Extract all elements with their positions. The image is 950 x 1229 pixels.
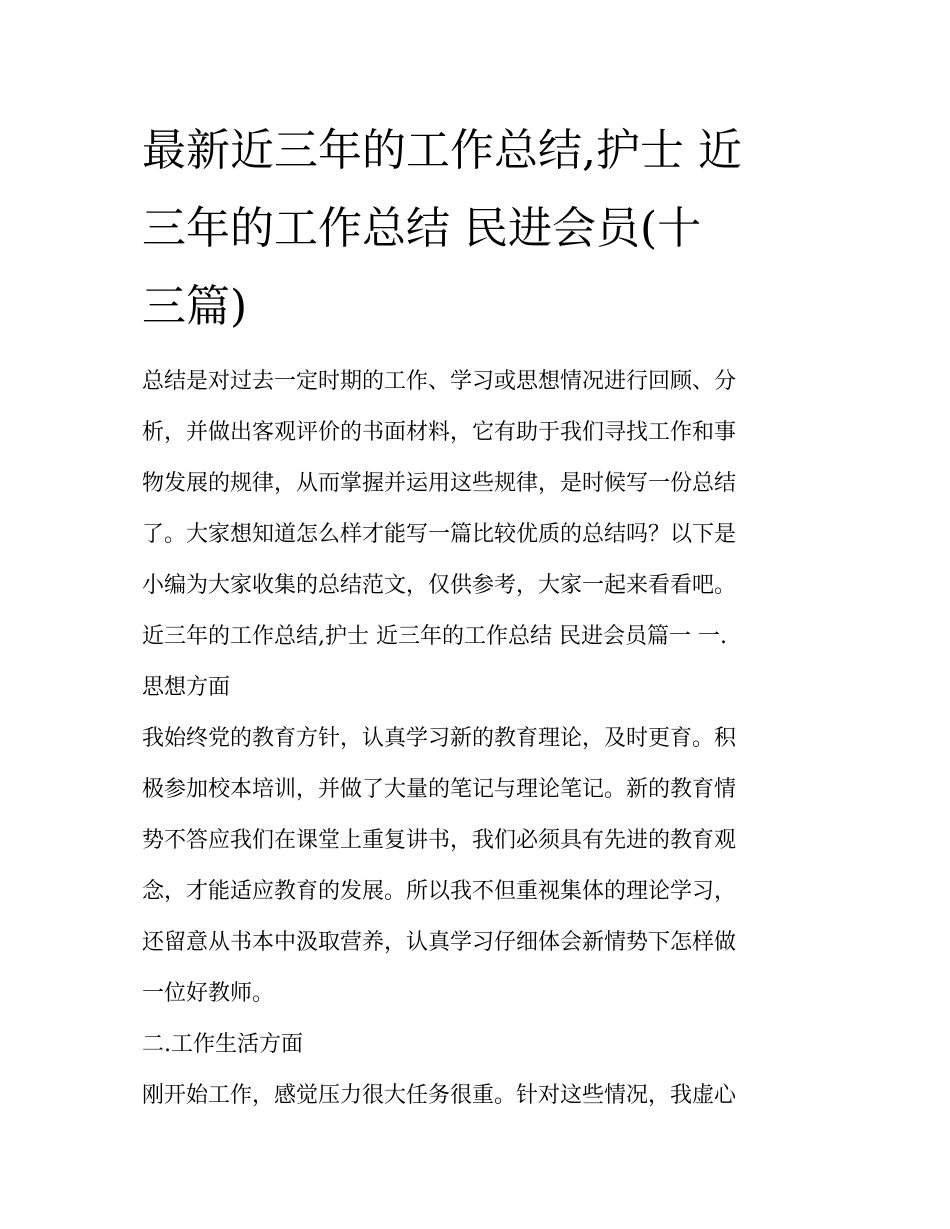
body-line: 小编为大家收集的总结范文，仅供参考，大家一起来看看吧。 <box>142 573 737 598</box>
body-line: 念，才能适应教育的发展。所以我不但重视集体的理论学习， <box>142 879 737 904</box>
body-line: 一位好教师。 <box>142 981 275 1006</box>
title-line: 三篇) <box>142 281 248 332</box>
body-line: 刚开始工作，感觉压力很大任务很重。针对这些情况，我虚心 <box>142 1083 737 1108</box>
document-content <box>142 112 814 1121</box>
body-line: 了。大家想知道怎么样才能写一篇比较优质的总结吗？以下是 <box>142 522 737 547</box>
section-heading: 思想方面 <box>142 675 231 700</box>
body-line: 总结是对过去一定时期的工作、学习或思想情况进行回顾、分 <box>142 369 737 394</box>
section-heading: 二.工作生活方面 <box>142 1032 303 1057</box>
body-line: 极参加校本培训，并做了大量的笔记与理论笔记。新的教育情 <box>142 777 737 802</box>
document-body <box>142 356 814 1121</box>
title-line: 最新近三年的工作总结,护士 近 <box>142 125 742 176</box>
body-line: 还留意从书本中汲取营养，认真学习仔细体会新情势下怎样做 <box>142 930 737 955</box>
body-line: 势不答应我们在课堂上重复讲书，我们必须具有先进的教育观 <box>142 828 737 853</box>
title-line: 三年的工作总结 民进会员(十 <box>142 203 702 254</box>
body-line: 近三年的工作总结,护士 近三年的工作总结 民进会员篇一 一. <box>142 624 727 649</box>
body-line: 我始终党的教育方针，认真学习新的教育理论，及时更育。积 <box>142 726 737 751</box>
body-line: 物发展的规律，从而掌握并运用这些规律，是时候写一份总结 <box>142 471 737 496</box>
body-line: 析，并做出客观评价的书面材料，它有助于我们寻找工作和事 <box>142 420 737 445</box>
document-title <box>142 112 814 346</box>
